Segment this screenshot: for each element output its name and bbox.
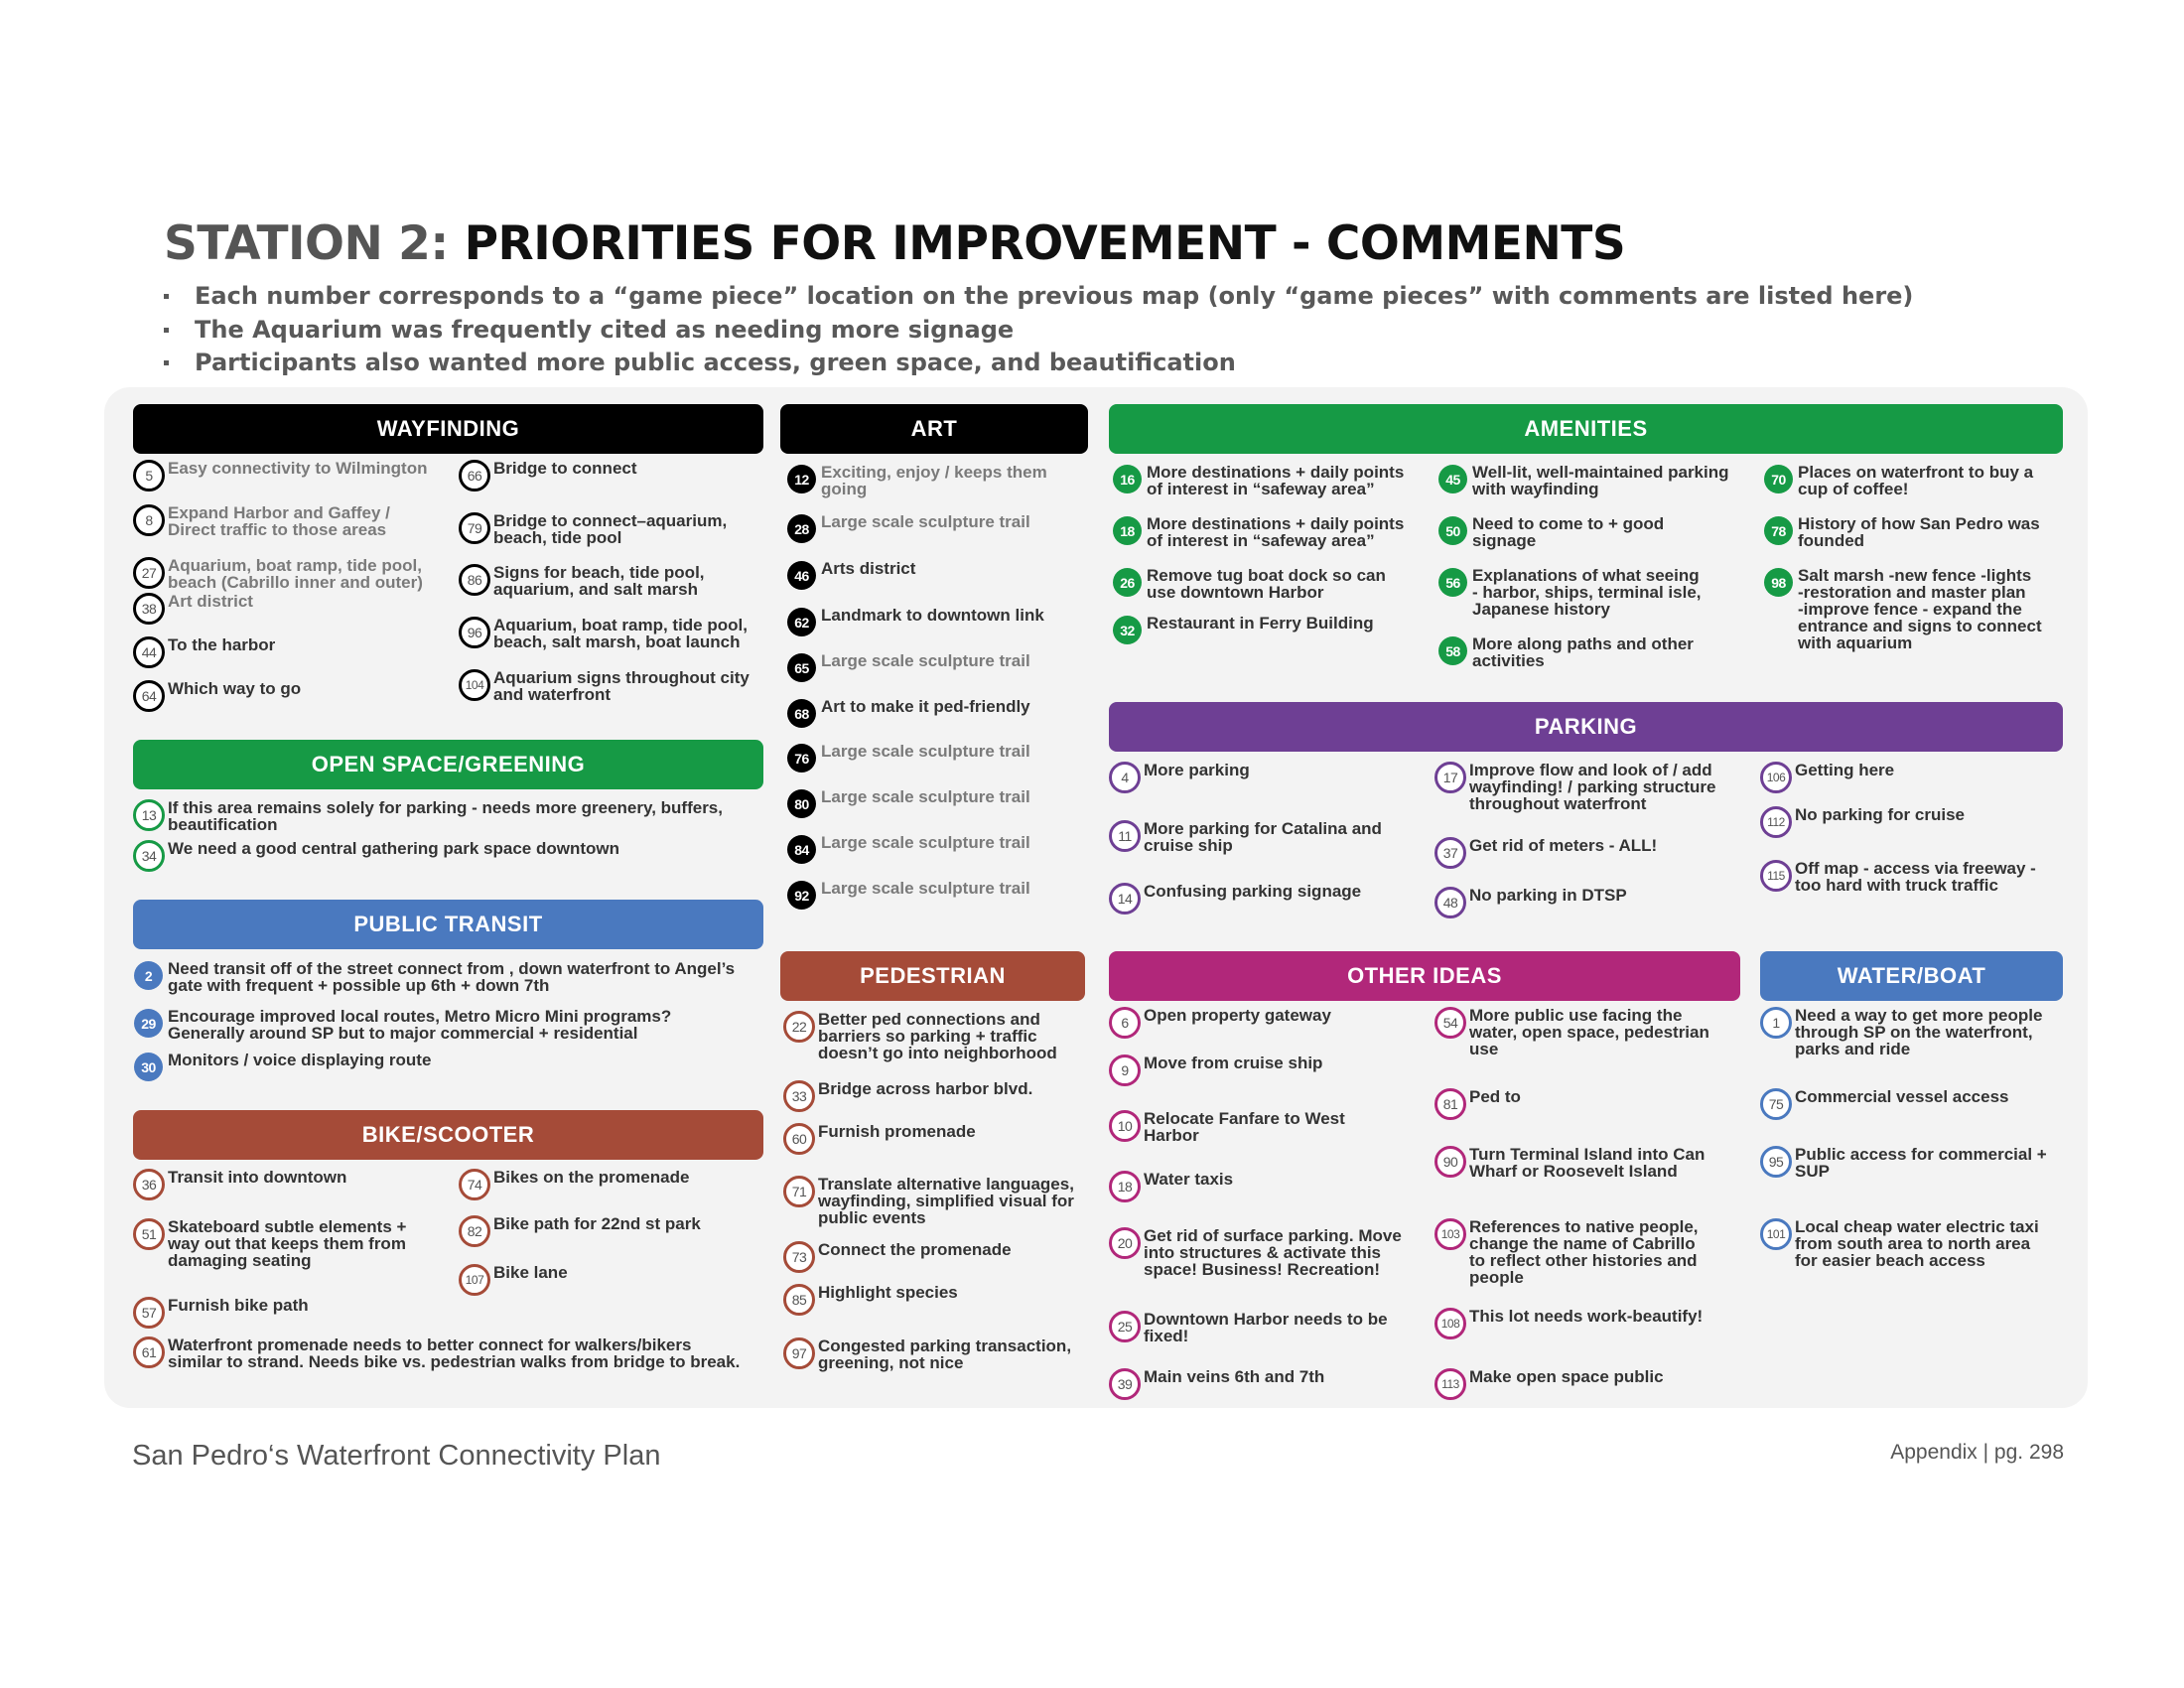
game-piece-number-badge: 25 [1109,1311,1141,1342]
game-piece-number-badge: 44 [133,636,165,668]
comment-text: More destinations + daily points of interest in “safeway area” [1147,514,1405,550]
comment-item [133,1297,309,1329]
comment-item [1109,1007,1331,1039]
game-piece-number-badge: 48 [1434,887,1466,918]
game-piece-number-badge: 1 [1760,1007,1792,1039]
comment-item [786,560,915,590]
comment-item [1434,1308,1703,1339]
section-header-open-space: OPEN SPACE/GREENING [133,740,763,789]
game-piece-number-badge: 10 [1109,1110,1141,1142]
game-piece-number-badge: 38 [133,593,165,625]
comment-text: Waterfront promenade needs to better connect for walkers/bikers similar to strand. Needs bike vs. pedestrian walks from bridge to break. [168,1336,741,1371]
game-piece-number-badge: 26 [1113,568,1142,597]
comment-item [133,1052,431,1081]
comment-text: Highlight species [818,1283,958,1302]
game-piece-number-badge: 14 [1109,883,1141,914]
comment-text: Aquarium signs throughout city and waterfront [493,668,750,704]
bullet-item: Participants also wanted more public access, green space, and beautification [164,348,1913,381]
section-header-public-transit: PUBLIC TRANSIT [133,900,763,949]
comment-item [786,464,1047,497]
comment-text: Open property gateway [1144,1006,1331,1025]
comment-text: Local cheap water electric taxi from south area to north area for easier beach access [1795,1217,2039,1270]
game-piece-number-badge: 33 [783,1080,815,1112]
game-piece-number-badge: 107 [459,1264,490,1296]
comment-text: Turn Terminal Island into Can Wharf or Roosevelt Island [1469,1145,1706,1181]
game-piece-number-badge: 46 [787,561,816,590]
footer-plan-title: San Pedro‘s Waterfront Connectivity Plan [132,1440,661,1472]
comment-text: Arts district [821,559,916,578]
game-piece-number-badge: 85 [783,1284,815,1316]
comment-item [1109,1110,1345,1144]
comment-text: Get rid of meters - ALL! [1469,836,1658,855]
game-piece-number-badge: 98 [1764,568,1793,597]
game-piece-number-badge: 27 [133,557,165,589]
comment-item [1434,887,1627,918]
comment-text: Ped to [1469,1087,1521,1106]
comment-item [133,1008,671,1042]
game-piece-number-badge: 12 [787,465,816,493]
game-piece-number-badge: 11 [1109,820,1141,852]
section-header-parking: PARKING [1109,702,2063,752]
comment-text: Large scale sculpture trail [821,787,1030,806]
comment-text: Commercial vessel access [1795,1087,2009,1106]
comment-item [1434,762,1715,812]
comment-item [133,799,723,833]
comment-item [459,617,748,650]
game-piece-number-badge: 22 [783,1011,815,1043]
game-piece-number-badge: 70 [1764,465,1793,493]
comment-text: Need to come to + good signage [1472,514,1665,550]
comment-text: Exciting, enjoy / keeps them going [821,463,1047,498]
game-piece-number-badge: 45 [1438,465,1467,493]
game-piece-number-badge: 36 [133,1169,165,1200]
comment-text: Signs for beach, tide pool, aquarium, and salt marsh [493,563,705,599]
comment-text: Art to make it ped-friendly [821,697,1030,716]
comment-item [783,1284,958,1316]
comment-text: Expand Harbor and Gaffey / Direct traffic to those areas [168,503,390,539]
comment-item [786,743,1030,773]
comment-text: Furnish promenade [818,1122,976,1141]
game-piece-number-badge: 115 [1760,860,1792,892]
comment-item [459,512,727,546]
comment-text: More parking [1144,761,1250,779]
comment-item [1434,1218,1699,1286]
comment-text: Aquarium, boat ramp, tide pool, beach (Cabrillo inner and outer) [168,556,423,592]
comment-item [1109,1368,1324,1400]
comment-text: Off map - access via freeway - too hard with truck traffic [1795,859,2036,895]
comment-item [1760,1088,2009,1120]
game-piece-number-badge: 54 [1434,1007,1466,1039]
comment-text: This lot needs work-beautify! [1469,1307,1704,1326]
summary-bullets [164,281,1913,381]
comment-item [1109,820,1382,854]
comment-text: Transit into downtown [168,1168,347,1187]
game-piece-number-badge: 95 [1760,1146,1792,1178]
comment-text: Need a way to get more people through SP on the waterfront, parks and ride [1795,1006,2043,1058]
game-piece-number-badge: 103 [1434,1218,1466,1250]
game-piece-number-badge: 74 [459,1169,490,1200]
comment-text: Getting here [1795,761,1895,779]
comment-text: Congested parking transaction, greening, not nice [818,1336,1072,1372]
comment-item [786,607,1044,636]
game-piece-number-badge: 101 [1760,1218,1792,1250]
comment-text: Move from cruise ship [1144,1054,1323,1072]
comment-item [1763,515,2040,549]
comment-text: Easy connectivity to Wilmington [168,459,428,478]
comment-text: Better ped connections and barriers so parking + traffic doesn’t go into neighborhood [818,1010,1057,1062]
game-piece-number-badge: 92 [787,881,816,910]
title-prefix: STATION 2: [164,216,449,271]
comment-text: Get rid of surface parking. Move into structures & activate this space! Business! Recreation! [1144,1226,1402,1279]
comment-item [783,1011,1057,1061]
game-piece-number-badge: 86 [459,564,490,596]
comment-item [459,460,637,492]
comment-item [133,1218,406,1269]
comment-text: Downtown Harbor needs to be fixed! [1144,1310,1388,1345]
section-header-pedestrian: PEDESTRIAN [780,951,1085,1001]
game-piece-number-badge: 16 [1113,465,1142,493]
comment-item [459,669,750,703]
game-piece-number-badge: 68 [787,699,816,728]
comment-text: Landmark to downtown link [821,606,1044,625]
comment-text: Large scale sculpture trail [821,879,1030,898]
game-piece-number-badge: 30 [134,1053,163,1081]
comment-item [133,960,735,994]
comment-item [783,1176,1074,1226]
comment-text: Public access for commercial + SUP [1795,1145,2047,1181]
comment-item [1112,464,1404,497]
comment-text: If this area remains solely for parking - needs more greenery, buffers, beautification [168,798,723,834]
game-piece-number-badge: 32 [1113,616,1142,644]
comment-item [1109,883,1361,914]
comment-item [1760,1218,2039,1269]
game-piece-number-badge: 78 [1764,516,1793,545]
comment-item [1760,762,1894,793]
game-piece-number-badge: 96 [459,617,490,648]
game-piece-number-badge: 84 [787,835,816,864]
comment-text: Confusing parking signage [1144,882,1362,901]
comment-text: Encourage improved local routes, Metro Micro Mini programs? Generally around SP but to major commercial + residential [168,1007,672,1043]
game-piece-number-badge: 13 [133,799,165,831]
game-piece-number-badge: 50 [1438,516,1467,545]
comment-item [133,1169,346,1200]
comment-item [1434,1007,1709,1057]
comment-item [783,1337,1071,1371]
comment-item [1437,515,1664,549]
game-piece-number-badge: 79 [459,512,490,544]
comment-item [459,1215,701,1247]
game-piece-number-badge: 28 [787,514,816,543]
section-header-water-boat: WATER/BOAT [1760,951,2063,1001]
comment-item [1109,1227,1402,1278]
comment-text: Remove tug boat dock so can use downtown Harbor [1147,566,1386,602]
comment-item [133,636,275,668]
game-piece-number-badge: 2 [134,961,163,990]
comment-text: More along paths and other activities [1472,634,1694,670]
comment-text: Places on waterfront to buy a cup of coffee! [1798,463,2034,498]
comment-item [1109,1055,1322,1086]
comment-text: Bike lane [493,1263,568,1282]
comment-item [1112,567,1386,601]
comment-text: More parking for Catalina and cruise ship [1144,819,1382,855]
comment-item [1434,837,1657,869]
section-header-art: ART [780,404,1088,454]
game-piece-number-badge: 64 [133,680,165,712]
game-piece-number-badge: 108 [1434,1308,1466,1339]
comment-text: Connect the promenade [818,1240,1012,1259]
comment-item [1760,1007,2042,1057]
comment-item [1112,515,1404,549]
comment-text: Relocate Fanfare to West Harbor [1144,1109,1345,1145]
game-piece-number-badge: 56 [1438,568,1467,597]
comment-item [1434,1088,1521,1120]
game-piece-number-badge: 60 [783,1123,815,1155]
comment-text: Bikes on the promenade [493,1168,690,1187]
comment-item [1763,464,2033,497]
game-piece-number-badge: 62 [787,608,816,636]
comment-item [1437,567,1702,618]
comment-item [1434,1146,1705,1180]
game-piece-number-badge: 6 [1109,1007,1141,1039]
game-piece-number-badge: 106 [1760,762,1792,793]
game-piece-number-badge: 90 [1434,1146,1466,1178]
comment-item [1109,1311,1388,1344]
comment-item [133,680,301,712]
comment-text: Translate alternative languages, wayfinding, simplified visual for public events [818,1175,1074,1227]
comment-text: Bridge across harbor blvd. [818,1079,1033,1098]
game-piece-number-badge: 51 [133,1218,165,1250]
bullet-item: The Aquarium was frequently cited as needing more signage [164,315,1913,349]
comment-item [459,1264,568,1296]
comment-text: Monitors / voice displaying route [168,1051,432,1069]
game-piece-number-badge: 8 [133,504,165,536]
section-header-wayfinding: WAYFINDING [133,404,763,454]
comment-text: History of how San Pedro was founded [1798,514,2040,550]
comment-item [1109,1171,1233,1202]
comment-text: Bridge to connect [493,459,637,478]
game-piece-number-badge: 20 [1109,1227,1141,1259]
comment-text: To the harbor [168,635,276,654]
footer-page-number: Appendix | pg. 298 [1890,1441,2064,1464]
comment-item [1760,806,1965,838]
comment-text: More destinations + daily points of interest in “safeway area” [1147,463,1405,498]
title-main: PRIORITIES FOR IMPROVEMENT - COMMENTS [464,216,1626,271]
game-piece-number-badge: 65 [787,653,816,682]
game-piece-number-badge: 97 [783,1337,815,1369]
game-piece-number-badge: 17 [1434,762,1466,793]
comment-item [133,1336,740,1370]
comment-text: Restaurant in Ferry Building [1147,614,1374,633]
game-piece-number-badge: 37 [1434,837,1466,869]
comment-text: Bridge to connect–aquarium, beach, tide pool [493,511,728,547]
game-piece-number-badge: 18 [1113,516,1142,545]
game-piece-number-badge: 104 [459,669,490,701]
comment-item [1760,1146,2047,1180]
comment-item [783,1241,1012,1273]
comment-text: Art district [168,592,253,611]
comment-text: Make open space public [1469,1367,1664,1386]
comment-item [786,880,1030,910]
comment-text: No parking for cruise [1795,805,1965,824]
section-header-amenities: AMENITIES [1109,404,2063,454]
section-header-other-ideas: OTHER IDEAS [1109,951,1740,1001]
comment-text: Water taxis [1144,1170,1234,1189]
comment-item [783,1123,976,1155]
game-piece-number-badge: 61 [133,1336,165,1368]
comment-text: Skateboard subtle elements + way out that keeps them from damaging seating [168,1217,407,1270]
game-piece-number-badge: 18 [1109,1171,1141,1202]
comment-text: We need a good central gathering park space downtown [168,839,619,858]
comment-text: Large scale sculpture trail [821,512,1030,531]
bullet-item: Each number corresponds to a “game piece” location on the previous map (only “game pieces” with comments are listed here) [164,281,1913,315]
game-piece-number-badge: 112 [1760,806,1792,838]
comment-item [1112,615,1374,644]
comment-text: Aquarium, boat ramp, tide pool, beach, salt marsh, boat launch [493,616,748,651]
comment-item [1109,762,1250,793]
comment-text: Well-lit, well-maintained parking with wayfinding [1472,463,1729,498]
comment-text: Large scale sculpture trail [821,742,1030,761]
game-piece-number-badge: 66 [459,460,490,492]
comment-item [1763,567,2042,651]
page-title [164,216,1626,271]
section-header-bike-scooter: BIKE/SCOOTER [133,1110,763,1160]
comment-item [786,788,1030,818]
game-piece-number-badge: 80 [787,789,816,818]
comment-text: Main veins 6th and 7th [1144,1367,1325,1386]
comment-text: No parking in DTSP [1469,886,1627,905]
comment-text: Need transit off of the street connect from , down waterfront to Angel’s gate with frequent + possible up 6th + down 7th [168,959,736,995]
game-piece-number-badge: 34 [133,840,165,872]
comment-text: References to native people, change the name of Cabrillo to reflect other histories and people [1469,1217,1699,1287]
game-piece-number-badge: 73 [783,1241,815,1273]
game-piece-number-badge: 29 [134,1009,163,1038]
game-piece-number-badge: 57 [133,1297,165,1329]
game-piece-number-badge: 9 [1109,1055,1141,1086]
comment-item [786,698,1030,728]
game-piece-number-badge: 71 [783,1176,815,1207]
comment-item [133,840,619,872]
comment-item [459,1169,689,1200]
comment-item [1760,860,2036,894]
game-piece-number-badge: 81 [1434,1088,1466,1120]
comment-item [133,593,253,625]
comment-item [133,557,423,591]
comment-item [133,504,390,538]
comment-item [1437,464,1729,497]
game-piece-number-badge: 5 [133,460,165,492]
comment-text: Furnish bike path [168,1296,309,1315]
comment-item [1437,635,1694,669]
comment-text: Which way to go [168,679,302,698]
comment-item [783,1080,1032,1112]
comment-item [133,460,428,492]
comment-item [786,513,1030,543]
comment-text: Large scale sculpture trail [821,651,1030,670]
comment-item [1434,1368,1664,1400]
game-piece-number-badge: 39 [1109,1368,1141,1400]
game-piece-number-badge: 4 [1109,762,1141,793]
comment-text: Explanations of what seeing - harbor, ships, terminal isle, Japanese history [1472,566,1702,619]
comment-item [786,834,1030,864]
game-piece-number-badge: 76 [787,744,816,773]
comment-text: Large scale sculpture trail [821,833,1030,852]
comment-item [459,564,705,598]
game-piece-number-badge: 113 [1434,1368,1466,1400]
game-piece-number-badge: 82 [459,1215,490,1247]
game-piece-number-badge: 58 [1438,636,1467,665]
comment-text: Improve flow and look of / add wayfinding! / parking structure throughout waterfront [1469,761,1716,813]
comment-text: More public use facing the water, open space, pedestrian use [1469,1006,1709,1058]
comment-text: Salt marsh -new fence -lights -restoration and master plan -improve fence - expand the entrance and signs to connect with aquarium [1798,566,2042,652]
game-piece-number-badge: 75 [1760,1088,1792,1120]
comment-text: Bike path for 22nd st park [493,1214,701,1233]
comment-item [786,652,1030,682]
